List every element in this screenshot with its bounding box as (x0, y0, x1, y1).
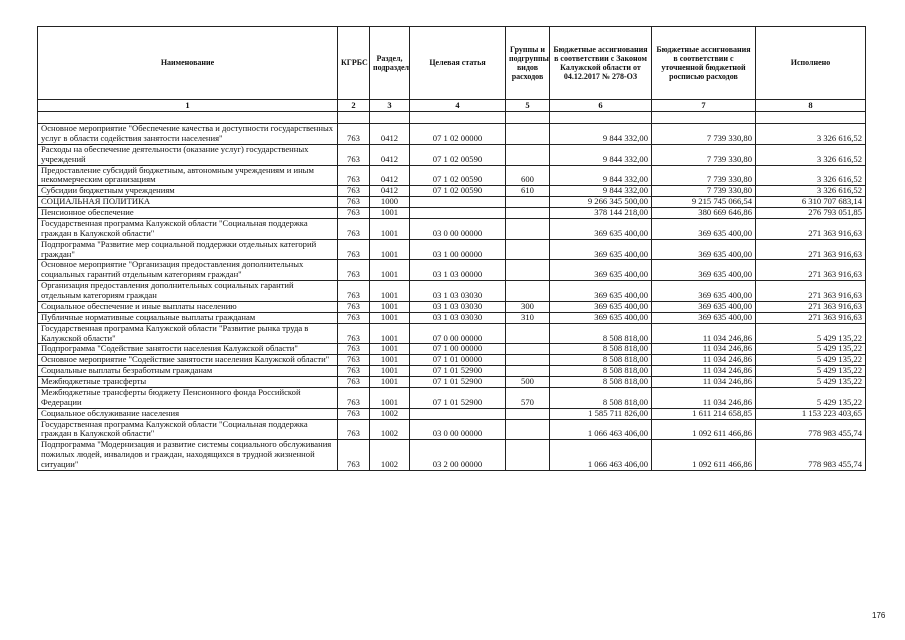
header-target: Целевая статья (410, 27, 506, 100)
row-executed-amount: 6 310 707 683,14 (756, 197, 866, 208)
row-executed-amount: 271 363 916,63 (756, 281, 866, 302)
row-name: Подпрограмма "Развитие мер социальной поддержки отдельных категорий граждан" (38, 239, 338, 260)
row-revised-amount: 369 635 400,00 (652, 312, 756, 323)
row-kgrbs: 763 (338, 323, 370, 344)
row-target: 07 1 01 00000 (410, 355, 506, 366)
row-revised-amount: 1 092 611 466,86 (652, 419, 756, 440)
row-law-amount: 369 635 400,00 (550, 301, 652, 312)
row-kgrbs: 763 (338, 301, 370, 312)
row-kgrbs: 763 (338, 165, 370, 186)
row-kgrbs: 763 (338, 239, 370, 260)
row-section: 1001 (370, 260, 410, 281)
budget-table (37, 26, 866, 471)
row-exp-group: 500 (506, 377, 550, 388)
table-row (38, 218, 866, 239)
row-kgrbs: 763 (338, 419, 370, 440)
row-law-amount: 8 508 818,00 (550, 323, 652, 344)
row-kgrbs: 763 (338, 124, 370, 145)
row-law-amount: 8 508 818,00 (550, 355, 652, 366)
row-executed-amount: 3 326 616,52 (756, 144, 866, 165)
row-kgrbs: 763 (338, 440, 370, 471)
row-law-amount: 8 508 818,00 (550, 387, 652, 408)
row-section: 1001 (370, 312, 410, 323)
table-row (38, 440, 866, 471)
row-executed-amount: 271 363 916,63 (756, 312, 866, 323)
row-name: Основное мероприятие "Содействие занятости населения Калужской области" (38, 355, 338, 366)
row-law-amount: 8 508 818,00 (550, 377, 652, 388)
row-law-amount: 9 844 332,00 (550, 165, 652, 186)
row-name: Субсидии бюджетным учреждениям (38, 186, 338, 197)
row-exp-group (506, 366, 550, 377)
table-row (38, 408, 866, 419)
row-law-amount: 9 844 332,00 (550, 186, 652, 197)
row-kgrbs: 763 (338, 197, 370, 208)
row-executed-amount: 5 429 135,22 (756, 323, 866, 344)
table-row (38, 281, 866, 302)
row-revised-amount: 11 034 246,86 (652, 323, 756, 344)
row-revised-amount: 369 635 400,00 (652, 301, 756, 312)
row-revised-amount: 11 034 246,86 (652, 387, 756, 408)
page-number: 176 (872, 611, 886, 620)
row-exp-group (506, 344, 550, 355)
row-revised-amount: 369 635 400,00 (652, 281, 756, 302)
row-kgrbs: 763 (338, 355, 370, 366)
row-target: 07 1 01 52900 (410, 377, 506, 388)
row-revised-amount: 9 215 745 066,54 (652, 197, 756, 208)
row-exp-group (506, 208, 550, 219)
row-law-amount: 369 635 400,00 (550, 239, 652, 260)
row-section: 1001 (370, 301, 410, 312)
row-kgrbs: 763 (338, 312, 370, 323)
row-section: 1002 (370, 440, 410, 471)
row-section: 1001 (370, 366, 410, 377)
row-name: Организация предоставления дополнительных социальных гарантий отдельным категориям граждан (38, 281, 338, 302)
row-section: 1001 (370, 323, 410, 344)
row-target: 03 1 03 00000 (410, 260, 506, 281)
column-number: 8 (756, 100, 866, 112)
row-target: 07 1 01 52900 (410, 387, 506, 408)
row-law-amount: 1 066 463 406,00 (550, 440, 652, 471)
row-executed-amount: 3 326 616,52 (756, 186, 866, 197)
row-target (410, 208, 506, 219)
row-name: Социальное обслуживание населения (38, 408, 338, 419)
column-number: 1 (38, 100, 338, 112)
row-revised-amount: 369 635 400,00 (652, 260, 756, 281)
row-executed-amount: 271 363 916,63 (756, 239, 866, 260)
row-executed-amount: 5 429 135,22 (756, 377, 866, 388)
header-executed: Исполнено (756, 27, 866, 100)
table-row (38, 323, 866, 344)
row-section: 1001 (370, 218, 410, 239)
row-exp-group (506, 239, 550, 260)
row-kgrbs: 763 (338, 186, 370, 197)
row-law-amount: 1 585 711 826,00 (550, 408, 652, 419)
row-executed-amount: 271 363 916,63 (756, 218, 866, 239)
row-revised-amount: 1 092 611 466,86 (652, 440, 756, 471)
header-name: Наименование (38, 27, 338, 100)
row-exp-group: 610 (506, 186, 550, 197)
row-section: 0412 (370, 144, 410, 165)
row-section: 1002 (370, 408, 410, 419)
row-exp-group: 300 (506, 301, 550, 312)
row-revised-amount: 7 739 330,80 (652, 186, 756, 197)
row-target: 07 1 02 00590 (410, 186, 506, 197)
row-name: Подпрограмма "Содействие занятости населения Калужской области" (38, 344, 338, 355)
row-name: Государственная программа Калужской области "Развитие рынка труда в Калужской области" (38, 323, 338, 344)
row-name: Государственная программа Калужской области "Социальная поддержка граждан в Калужской области" (38, 218, 338, 239)
row-law-amount: 369 635 400,00 (550, 218, 652, 239)
table-row (38, 186, 866, 197)
row-target: 07 0 00 00000 (410, 323, 506, 344)
row-name: Социальные выплаты безработным гражданам (38, 366, 338, 377)
table-row (38, 301, 866, 312)
row-exp-group (506, 144, 550, 165)
table-row (38, 344, 866, 355)
table-row (38, 208, 866, 219)
row-revised-amount: 11 034 246,86 (652, 366, 756, 377)
row-target: 07 1 02 00590 (410, 144, 506, 165)
row-target: 07 1 02 00000 (410, 124, 506, 145)
row-name: Подпрограмма "Модернизация и развитие системы социального обслуживания пожилых людей, инвалидов и граждан, находящихся в трудной жизненной ситуации" (38, 440, 338, 471)
row-kgrbs: 763 (338, 377, 370, 388)
row-section: 1002 (370, 419, 410, 440)
row-exp-group (506, 323, 550, 344)
table-row (38, 355, 866, 366)
table-row (38, 366, 866, 377)
header-law: Бюджетные ассигнования в соответствии с Законом Калужской области от 04.12.2017 № 278-ОЗ (550, 27, 652, 100)
row-name: Пенсионное обеспечение (38, 208, 338, 219)
row-section: 1001 (370, 387, 410, 408)
row-name: Социальное обеспечение и иные выплаты населению (38, 301, 338, 312)
row-target: 03 1 03 03030 (410, 312, 506, 323)
table-row (38, 197, 866, 208)
row-kgrbs: 763 (338, 344, 370, 355)
row-exp-group (506, 440, 550, 471)
header-row (38, 27, 866, 100)
row-executed-amount: 271 363 916,63 (756, 301, 866, 312)
row-exp-group (506, 218, 550, 239)
row-name: Межбюджетные трансферты бюджету Пенсионного фонда Российской Федерации (38, 387, 338, 408)
row-target (410, 408, 506, 419)
row-revised-amount: 7 739 330,80 (652, 144, 756, 165)
row-target: 03 1 00 00000 (410, 239, 506, 260)
row-law-amount: 369 635 400,00 (550, 260, 652, 281)
column-number: 4 (410, 100, 506, 112)
row-exp-group: 570 (506, 387, 550, 408)
header-revised: Бюджетные ассигнования в соответствии с уточненной бюджетной росписью расходов (652, 27, 756, 100)
row-exp-group (506, 281, 550, 302)
row-law-amount: 8 508 818,00 (550, 344, 652, 355)
row-section: 1001 (370, 355, 410, 366)
row-target (410, 197, 506, 208)
row-exp-group (506, 355, 550, 366)
row-law-amount: 9 266 345 500,00 (550, 197, 652, 208)
row-kgrbs: 763 (338, 281, 370, 302)
row-revised-amount: 7 739 330,80 (652, 124, 756, 145)
row-name: Публичные нормативные социальные выплаты гражданам (38, 312, 338, 323)
row-exp-group (506, 124, 550, 145)
row-kgrbs: 763 (338, 218, 370, 239)
row-revised-amount: 369 635 400,00 (652, 218, 756, 239)
row-executed-amount: 778 983 455,74 (756, 419, 866, 440)
row-target: 07 1 02 00590 (410, 165, 506, 186)
header-section: Раздел, подраздел (370, 27, 410, 100)
row-name: Предоставление субсидий бюджетным, автономным учреждениям и иным некоммерческим организациям (38, 165, 338, 186)
row-target: 03 0 00 00000 (410, 419, 506, 440)
column-number: 2 (338, 100, 370, 112)
row-executed-amount: 5 429 135,22 (756, 387, 866, 408)
row-executed-amount: 5 429 135,22 (756, 366, 866, 377)
row-kgrbs: 763 (338, 144, 370, 165)
row-section: 1000 (370, 197, 410, 208)
row-target: 07 1 00 00000 (410, 344, 506, 355)
row-revised-amount: 1 611 214 658,85 (652, 408, 756, 419)
blank-row (38, 112, 866, 124)
header-kgrbs: КГРБС (338, 27, 370, 100)
row-kgrbs: 763 (338, 208, 370, 219)
row-target: 03 2 00 00000 (410, 440, 506, 471)
row-kgrbs: 763 (338, 260, 370, 281)
table-row (38, 165, 866, 186)
row-name: Государственная программа Калужской области "Социальная поддержка граждан в Калужской области" (38, 419, 338, 440)
row-name: Расходы на обеспечение деятельности (оказание услуг) государственных учреждений (38, 144, 338, 165)
row-law-amount: 369 635 400,00 (550, 281, 652, 302)
row-executed-amount: 5 429 135,22 (756, 344, 866, 355)
row-exp-group (506, 197, 550, 208)
table-row (38, 377, 866, 388)
row-name: Межбюджетные трансферты (38, 377, 338, 388)
header-exp-group: Группы и подгруппы видов расходов (506, 27, 550, 100)
row-law-amount: 378 144 218,00 (550, 208, 652, 219)
row-executed-amount: 778 983 455,74 (756, 440, 866, 471)
row-executed-amount: 1 153 223 403,65 (756, 408, 866, 419)
row-revised-amount: 380 669 646,86 (652, 208, 756, 219)
row-executed-amount: 5 429 135,22 (756, 355, 866, 366)
row-executed-amount: 276 793 051,85 (756, 208, 866, 219)
row-executed-amount: 3 326 616,52 (756, 165, 866, 186)
row-revised-amount: 11 034 246,86 (652, 377, 756, 388)
column-number: 7 (652, 100, 756, 112)
row-section: 0412 (370, 165, 410, 186)
table-row (38, 312, 866, 323)
row-law-amount: 9 844 332,00 (550, 124, 652, 145)
row-exp-group: 310 (506, 312, 550, 323)
column-number: 3 (370, 100, 410, 112)
row-section: 1001 (370, 208, 410, 219)
row-exp-group (506, 408, 550, 419)
column-number: 6 (550, 100, 652, 112)
column-number: 5 (506, 100, 550, 112)
row-section: 1001 (370, 239, 410, 260)
row-section: 0412 (370, 124, 410, 145)
table-row (38, 239, 866, 260)
row-kgrbs: 763 (338, 408, 370, 419)
row-section: 1001 (370, 344, 410, 355)
row-revised-amount: 11 034 246,86 (652, 355, 756, 366)
table-row (38, 124, 866, 145)
row-revised-amount: 369 635 400,00 (652, 239, 756, 260)
row-executed-amount: 271 363 916,63 (756, 260, 866, 281)
row-target: 03 1 03 03030 (410, 281, 506, 302)
column-number-row (38, 100, 866, 112)
table-row (38, 260, 866, 281)
row-kgrbs: 763 (338, 366, 370, 377)
row-name: Основное мероприятие "Обеспечение качества и доступности государственных услуг в области содействия занятости населения" (38, 124, 338, 145)
row-name: Основное мероприятие "Организация предоставления дополнительных социальных гарантий отдельным категориям граждан" (38, 260, 338, 281)
row-exp-group (506, 260, 550, 281)
row-section: 1001 (370, 281, 410, 302)
row-target: 03 0 00 00000 (410, 218, 506, 239)
table-row (38, 387, 866, 408)
table-row (38, 419, 866, 440)
row-target: 07 1 01 52900 (410, 366, 506, 377)
row-target: 03 1 03 03030 (410, 301, 506, 312)
row-revised-amount: 7 739 330,80 (652, 165, 756, 186)
row-section: 0412 (370, 186, 410, 197)
row-law-amount: 369 635 400,00 (550, 312, 652, 323)
row-executed-amount: 3 326 616,52 (756, 124, 866, 145)
row-name: СОЦИАЛЬНАЯ ПОЛИТИКА (38, 197, 338, 208)
row-law-amount: 9 844 332,00 (550, 144, 652, 165)
row-section: 1001 (370, 377, 410, 388)
row-exp-group (506, 419, 550, 440)
row-revised-amount: 11 034 246,86 (652, 344, 756, 355)
row-kgrbs: 763 (338, 387, 370, 408)
row-exp-group: 600 (506, 165, 550, 186)
row-law-amount: 1 066 463 406,00 (550, 419, 652, 440)
row-law-amount: 8 508 818,00 (550, 366, 652, 377)
table-row (38, 144, 866, 165)
